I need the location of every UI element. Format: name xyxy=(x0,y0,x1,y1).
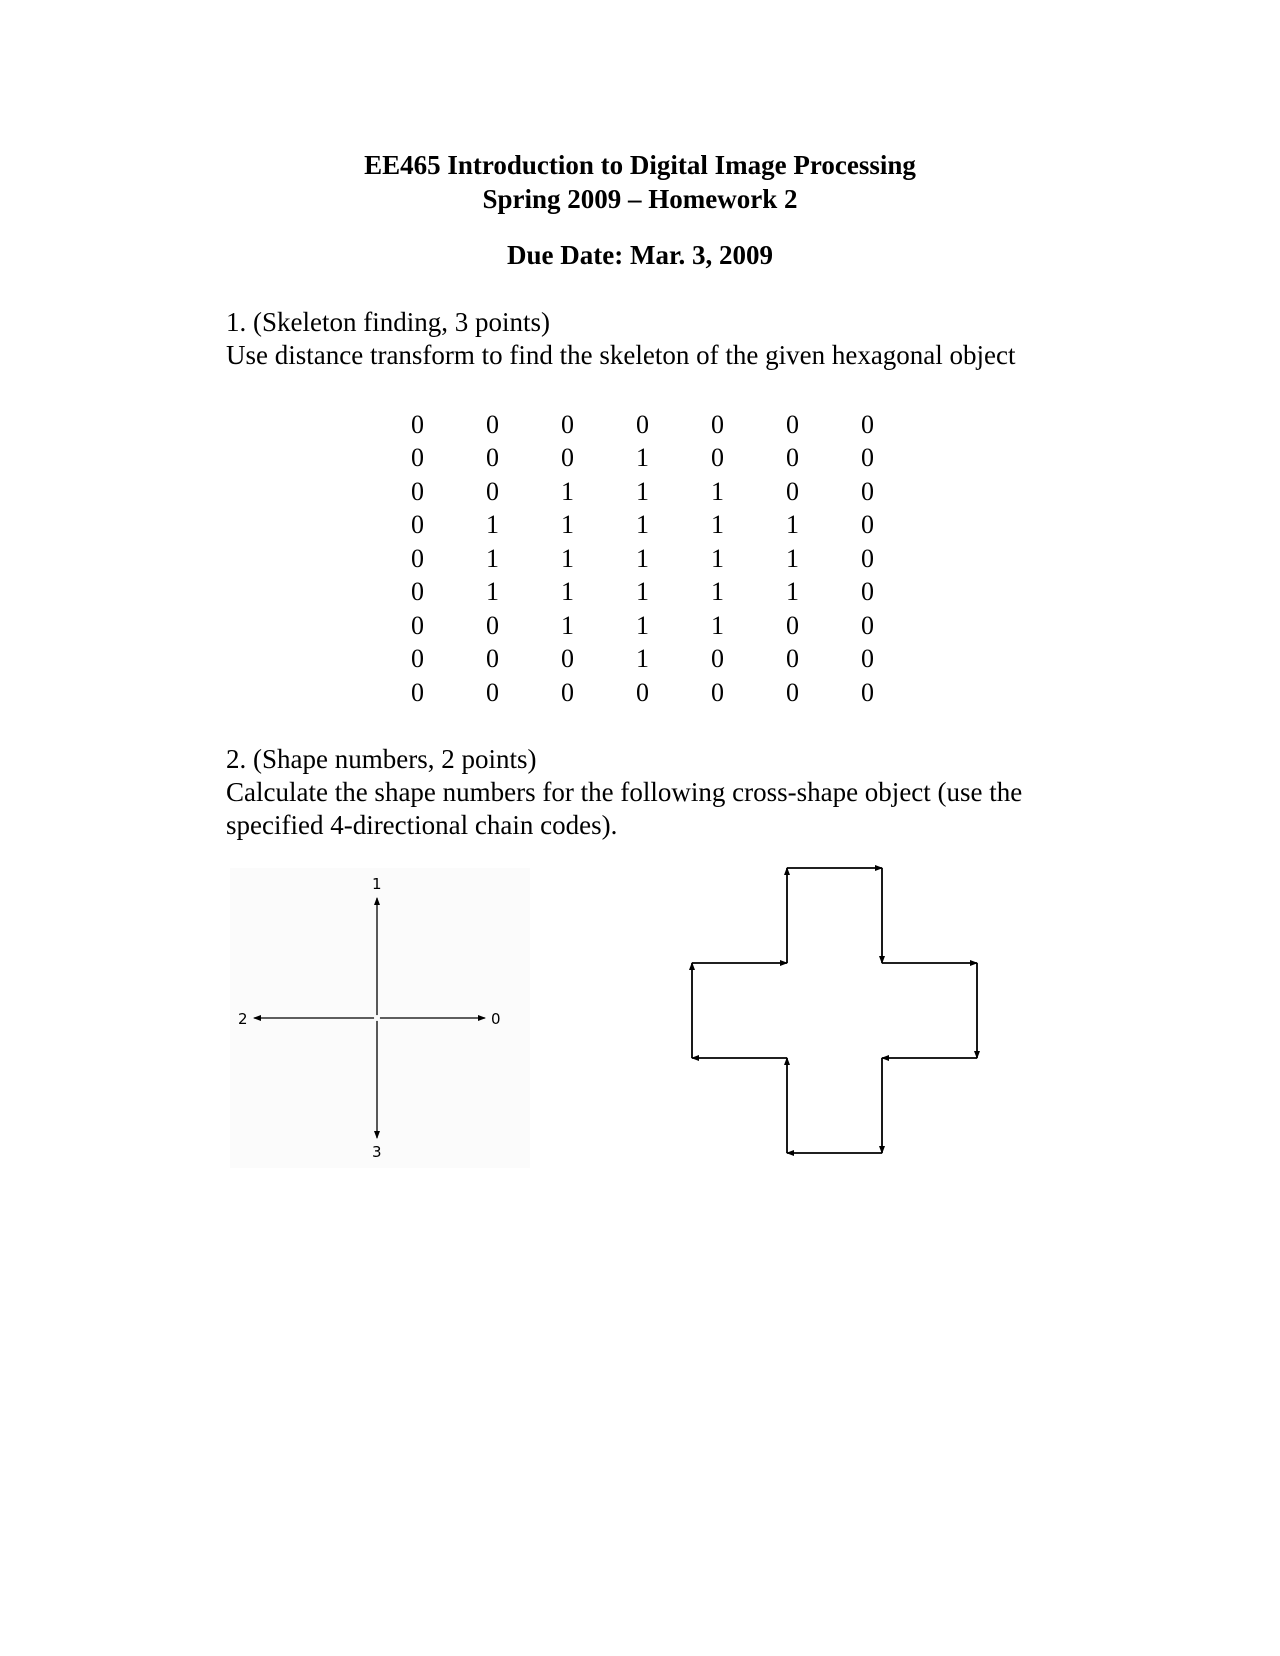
matrix-cell: 0 xyxy=(411,409,424,439)
matrix-cell: 0 xyxy=(561,644,574,674)
matrix-cell: 0 xyxy=(411,543,424,573)
direction-label-down: 3 xyxy=(372,1143,382,1161)
matrix-cell: 0 xyxy=(411,510,424,540)
matrix-cell: 0 xyxy=(861,409,874,439)
matrix-cell: 1 xyxy=(636,476,649,506)
matrix-cell: 0 xyxy=(411,577,424,607)
matrix-cell: 0 xyxy=(561,677,574,707)
matrix-cell: 1 xyxy=(486,543,499,573)
matrix-cell: 0 xyxy=(861,510,874,540)
matrix-cell: 0 xyxy=(486,610,499,640)
matrix-cell: 0 xyxy=(861,677,874,707)
matrix-cell: 1 xyxy=(711,577,724,607)
matrix-cell: 0 xyxy=(861,577,874,607)
matrix-cell: 0 xyxy=(486,476,499,506)
matrix-cell: 1 xyxy=(561,610,574,640)
matrix-cell: 1 xyxy=(636,577,649,607)
matrix-cell: 1 xyxy=(561,543,574,573)
matrix-row xyxy=(380,509,905,543)
direction-label-right: 0 xyxy=(491,1010,501,1028)
matrix-cell: 1 xyxy=(786,577,799,607)
matrix-cell: 1 xyxy=(486,510,499,540)
cross-shape-object xyxy=(675,860,995,1170)
matrix-cell: 0 xyxy=(711,409,724,439)
matrix-cell: 0 xyxy=(411,677,424,707)
matrix-cell: 0 xyxy=(411,610,424,640)
matrix-row xyxy=(380,442,905,476)
problem2-text-line2: specified 4-directional chain codes). xyxy=(226,810,618,840)
matrix-cell: 0 xyxy=(786,677,799,707)
cross-outline xyxy=(675,860,995,1170)
matrix-cell: 0 xyxy=(411,476,424,506)
problem1-text: Use distance transform to find the skeleton of the given hexagonal object xyxy=(226,340,1016,370)
matrix-cell: 0 xyxy=(486,644,499,674)
course-title: EE465 Introduction to Digital Image Processing xyxy=(364,150,916,180)
matrix-cell: 1 xyxy=(561,476,574,506)
matrix-cell: 0 xyxy=(486,443,499,473)
matrix-cell: 0 xyxy=(786,443,799,473)
matrix-cell: 0 xyxy=(786,644,799,674)
matrix-cell: 0 xyxy=(786,476,799,506)
matrix-cell: 1 xyxy=(636,644,649,674)
matrix-cell: 1 xyxy=(486,577,499,607)
matrix-cell: 1 xyxy=(636,443,649,473)
matrix-cell: 1 xyxy=(561,510,574,540)
matrix-cell: 0 xyxy=(861,443,874,473)
matrix-row xyxy=(380,542,905,576)
matrix-cell: 1 xyxy=(786,510,799,540)
matrix-cell: 0 xyxy=(486,409,499,439)
matrix-row xyxy=(380,609,905,643)
due-date: Due Date: Mar. 3, 2009 xyxy=(507,240,773,270)
matrix-cell: 0 xyxy=(786,610,799,640)
matrix-cell: 0 xyxy=(711,443,724,473)
matrix-cell: 1 xyxy=(711,610,724,640)
matrix-cell: 0 xyxy=(486,677,499,707)
matrix-cell: 1 xyxy=(636,510,649,540)
matrix-cell: 0 xyxy=(411,644,424,674)
direction-label-up: 1 xyxy=(372,875,382,893)
matrix-cell: 0 xyxy=(561,409,574,439)
matrix-cell: 1 xyxy=(711,476,724,506)
chain-code-directions-diagram xyxy=(230,868,530,1168)
problem2-text-line1: Calculate the shape numbers for the following cross-shape object (use the xyxy=(226,777,1023,807)
binary-matrix xyxy=(380,408,905,710)
matrix-cell: 1 xyxy=(636,610,649,640)
matrix-row xyxy=(380,643,905,677)
matrix-cell: 1 xyxy=(561,577,574,607)
matrix-cell: 0 xyxy=(711,677,724,707)
matrix-cell: 1 xyxy=(711,510,724,540)
matrix-cell: 0 xyxy=(861,610,874,640)
matrix-cell: 1 xyxy=(786,543,799,573)
matrix-cell: 0 xyxy=(861,543,874,573)
matrix-row xyxy=(380,408,905,442)
matrix-cell: 1 xyxy=(636,543,649,573)
matrix-row xyxy=(380,576,905,610)
problem1-heading: 1. (Skeleton finding, 3 points) xyxy=(226,307,550,337)
matrix-cell: 0 xyxy=(861,644,874,674)
term-homework-line: Spring 2009 – Homework 2 xyxy=(482,184,798,214)
problem2-heading: 2. (Shape numbers, 2 points) xyxy=(226,744,537,774)
matrix-cell: 0 xyxy=(711,644,724,674)
matrix-row xyxy=(380,475,905,509)
matrix-cell: 0 xyxy=(411,443,424,473)
matrix-cell: 0 xyxy=(861,476,874,506)
matrix-row xyxy=(380,676,905,710)
direction-arrows xyxy=(230,868,530,1168)
matrix-cell: 0 xyxy=(786,409,799,439)
matrix-cell: 0 xyxy=(636,677,649,707)
matrix-cell: 1 xyxy=(711,543,724,573)
matrix-cell: 0 xyxy=(636,409,649,439)
matrix-cell: 0 xyxy=(561,443,574,473)
direction-label-left: 2 xyxy=(238,1010,248,1028)
